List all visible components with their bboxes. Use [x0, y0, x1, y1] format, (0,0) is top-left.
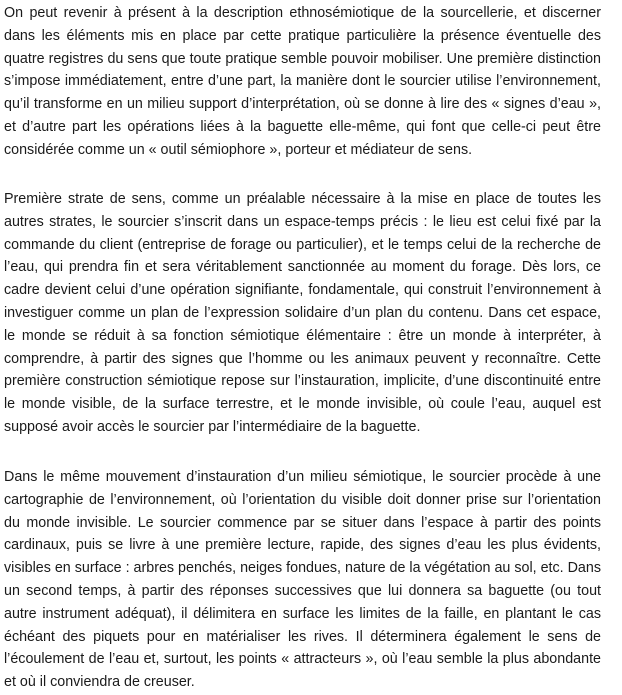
paragraph-3: Dans le même mouvement d’instauration d’un milieu sémiotique, le sourcier procède à une cartographie de l’environnement, où l’orientation du visible doit donner prise sur l’orientation du monde invisible. Le sourcier commence par se situer dans l’espace à partir des points cardinaux, puis se livre à une première lecture, rapide, des signes d’eau les plus évidents, visibles en surface : arbres penchés, neiges fondues, nature de la végétation au sol, etc. Dans un second temps, à partir des réponses successives que lui donnera sa baguette (ou tout autre instrument adéquat), il délimitera en surface les limites de la faille, en plantant le cas échéant des piquets pour en matérialiser les rives. Il déterminera également le sens de l’écoulement de l’eau et, surtout, les points « attracteurs », où l’eau semble la plus abondante et où il conviendra de creuser.: [4, 469, 601, 691]
paragraph-2: Première strate de sens, comme un préalable nécessaire à la mise en place de toutes les autres strates, le sourcier s’inscrit dans un espace-temps précis : le lieu est celui fixé par la commande du client (entreprise de forage ou particulier), et le temps celui de la recherche de l’eau, qui prendra fin et sera véritablement sanctionnée au moment du forage. Dès lors, ce cadre devient celui d’une opération signifiante, fondamentale, qui construit l’environnement à investiguer comme un plan de l’expression solidaire d’un plan du contenu. Dans cet espace, le monde se réduit à sa fonction sémiotique élémentaire : être un monde à interpréter, à comprendre, à partir des signes que l’homme ou les animaux peuvent y reconnaître. Cette première construction sémiotique repose sur l’instauration, implicite, d’une discontinuité entre le monde visible, de la surface terrestre, et le monde invisible, où coule l’eau, auquel est supposé avoir accès le sourcier par l’intermédiaire de la baguette.: [4, 191, 601, 435]
paragraph-1: On peut revenir à présent à la description ethnosémiotique de la sourcellerie, et discerner dans les éléments mis en place par cette pratique particulière la présence éventuelle des quatre registres du sens que toute pratique semble pouvoir mobiliser. Une première distinction s’impose immédiatement, entre d’une part, la manière dont le sourcier utilise l’environnement, qu’il transforme en un milieu support d’interprétation, où se donne à lire des « signes d’eau », et d’autre part les opérations liées à la baguette elle-même, qui font que celle-ci peut être considérée comme un « outil sémiophore », porteur et médiateur de sens.: [4, 5, 601, 158]
